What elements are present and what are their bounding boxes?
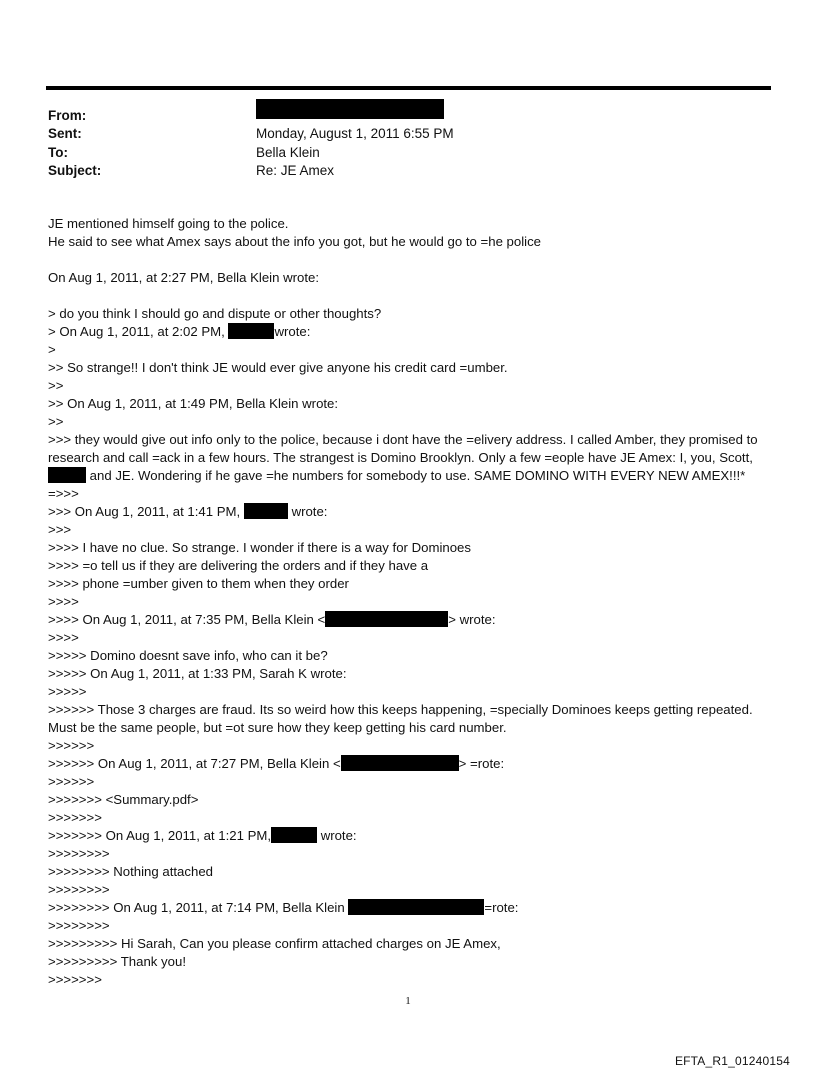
body-line: On Aug 1, 2011, at 2:27 PM, Bella Klein wrote: bbox=[48, 270, 319, 285]
body-line: JE mentioned himself going to the police. bbox=[48, 216, 289, 231]
body-line: >>>> bbox=[48, 630, 79, 645]
body-line: >>> bbox=[48, 522, 72, 537]
bates-number: EFTA_R1_01240154 bbox=[674, 1054, 790, 1068]
to-value: Bella Klein bbox=[256, 145, 320, 160]
body-line: >>>>>>> bbox=[48, 972, 102, 987]
body-text-segment: >>>> On Aug 1, 2011, at 7:35 PM, Bella Klein < bbox=[48, 612, 326, 627]
body-text-segment: > =rote: bbox=[458, 756, 505, 771]
body-line: >>>> bbox=[48, 594, 79, 609]
body-text-segment: wrote: bbox=[320, 828, 357, 843]
body-text-segment: >>>>>> On Aug 1, 2011, at 7:27 PM, Bella Klein < bbox=[48, 756, 341, 771]
body-line bbox=[48, 611, 768, 629]
body-line: >>>> I have no clue. So strange. I wonder if there is a way for Dominoes bbox=[48, 540, 471, 555]
redaction-block bbox=[341, 755, 459, 771]
body-text-segment: =rote: bbox=[484, 900, 519, 915]
body-text-segment: > On Aug 1, 2011, at 2:02 PM, bbox=[48, 324, 225, 339]
redaction-block bbox=[228, 323, 274, 339]
body-line bbox=[48, 323, 768, 341]
body-line bbox=[48, 899, 768, 917]
redaction-block bbox=[348, 899, 484, 915]
redaction-block bbox=[244, 503, 288, 519]
sent-label: Sent: bbox=[48, 126, 82, 141]
body-line: > bbox=[48, 342, 56, 357]
body-line: >> So strange!! I don't think JE would ever give anyone his credit card =umber. bbox=[48, 360, 508, 375]
body-text-segment: wrote: bbox=[291, 504, 328, 519]
from-label: From: bbox=[48, 108, 87, 123]
body-line: He said to see what Amex says about the info you got, but he would go to =he police bbox=[48, 234, 542, 249]
body-text-segment: >>>>>>>> On Aug 1, 2011, at 7:14 PM, Bella Klein bbox=[48, 900, 345, 915]
body-line: >>>>>>>> bbox=[48, 882, 110, 897]
body-line: >>>>>>> bbox=[48, 810, 102, 825]
from-value bbox=[256, 99, 444, 121]
body-line: >>>> phone =umber given to them when they order bbox=[48, 576, 349, 591]
body-line: >>>>> Domino doesnt save info, who can it be? bbox=[48, 648, 328, 663]
body-line: >>>>> On Aug 1, 2011, at 1:33 PM, Sarah K wrote: bbox=[48, 666, 347, 681]
email-body bbox=[48, 215, 768, 989]
body-line: >>>>>>>>> Thank you! bbox=[48, 954, 186, 969]
body-text-segment: >>> they would give out info only to the police, because i dont have the =elivery address. I called Amber, they promised to research and call =ack in a few hours. The strangest is Domino Brooklyn. Only a few =eople have JE Amex: I, you, Scott, bbox=[48, 432, 758, 465]
redaction-block bbox=[325, 611, 448, 627]
body-text-segment: > wrote: bbox=[448, 612, 496, 627]
body-line: >>>>>>>>> Hi Sarah, Can you please confirm attached charges on JE Amex, bbox=[48, 936, 501, 951]
body-paragraph: >>>>>> Those 3 charges are fraud. Its so weird how this keeps happening, =specially Dominoes keeps getting repeated. Must be the same people, but =ot sure how they keep getting his card number. bbox=[48, 702, 753, 735]
body-line bbox=[48, 755, 768, 773]
body-line: >>>>>> bbox=[48, 738, 95, 753]
to-label: To: bbox=[48, 145, 68, 160]
redaction-block bbox=[48, 467, 86, 483]
subject-value: Re: JE Amex bbox=[256, 163, 335, 178]
body-line: >>>> =o tell us if they are delivering the orders and if they have a bbox=[48, 558, 429, 573]
body-line: >> bbox=[48, 378, 64, 393]
body-line: >>>>>>>> Nothing attached bbox=[48, 864, 213, 879]
body-line: >>>>>>>> bbox=[48, 918, 110, 933]
body-text-segment: wrote: bbox=[274, 324, 311, 339]
body-line: > do you think I should go and dispute or other thoughts? bbox=[48, 306, 382, 321]
body-text-segment: and JE. Wondering if he gave =he numbers for somebody to use. SAME DOMINO WITH EVERY NEW AMEX!!!* =>>> bbox=[48, 468, 746, 501]
body-line: >>>>>>> <Summary.pdf> bbox=[48, 792, 199, 807]
redaction-block bbox=[256, 99, 444, 119]
body-line: >>>>> bbox=[48, 684, 87, 699]
body-paragraph bbox=[48, 431, 768, 503]
body-line: >>>>>>>> bbox=[48, 846, 110, 861]
page-number: 1 bbox=[405, 995, 411, 1007]
body-text-segment: >>>>>>> On Aug 1, 2011, at 1:21 PM, bbox=[48, 828, 272, 843]
body-text-segment: >>> On Aug 1, 2011, at 1:41 PM, bbox=[48, 504, 241, 519]
body-line: >> bbox=[48, 414, 64, 429]
body-line: >> On Aug 1, 2011, at 1:49 PM, Bella Klein wrote: bbox=[48, 396, 339, 411]
body-line: >>>>>> bbox=[48, 774, 95, 789]
header-rule bbox=[46, 86, 771, 90]
redaction-block bbox=[271, 827, 317, 843]
subject-label: Subject: bbox=[48, 163, 102, 178]
body-line bbox=[48, 503, 768, 521]
body-line bbox=[48, 827, 768, 845]
sent-value: Monday, August 1, 2011 6:55 PM bbox=[256, 126, 454, 141]
